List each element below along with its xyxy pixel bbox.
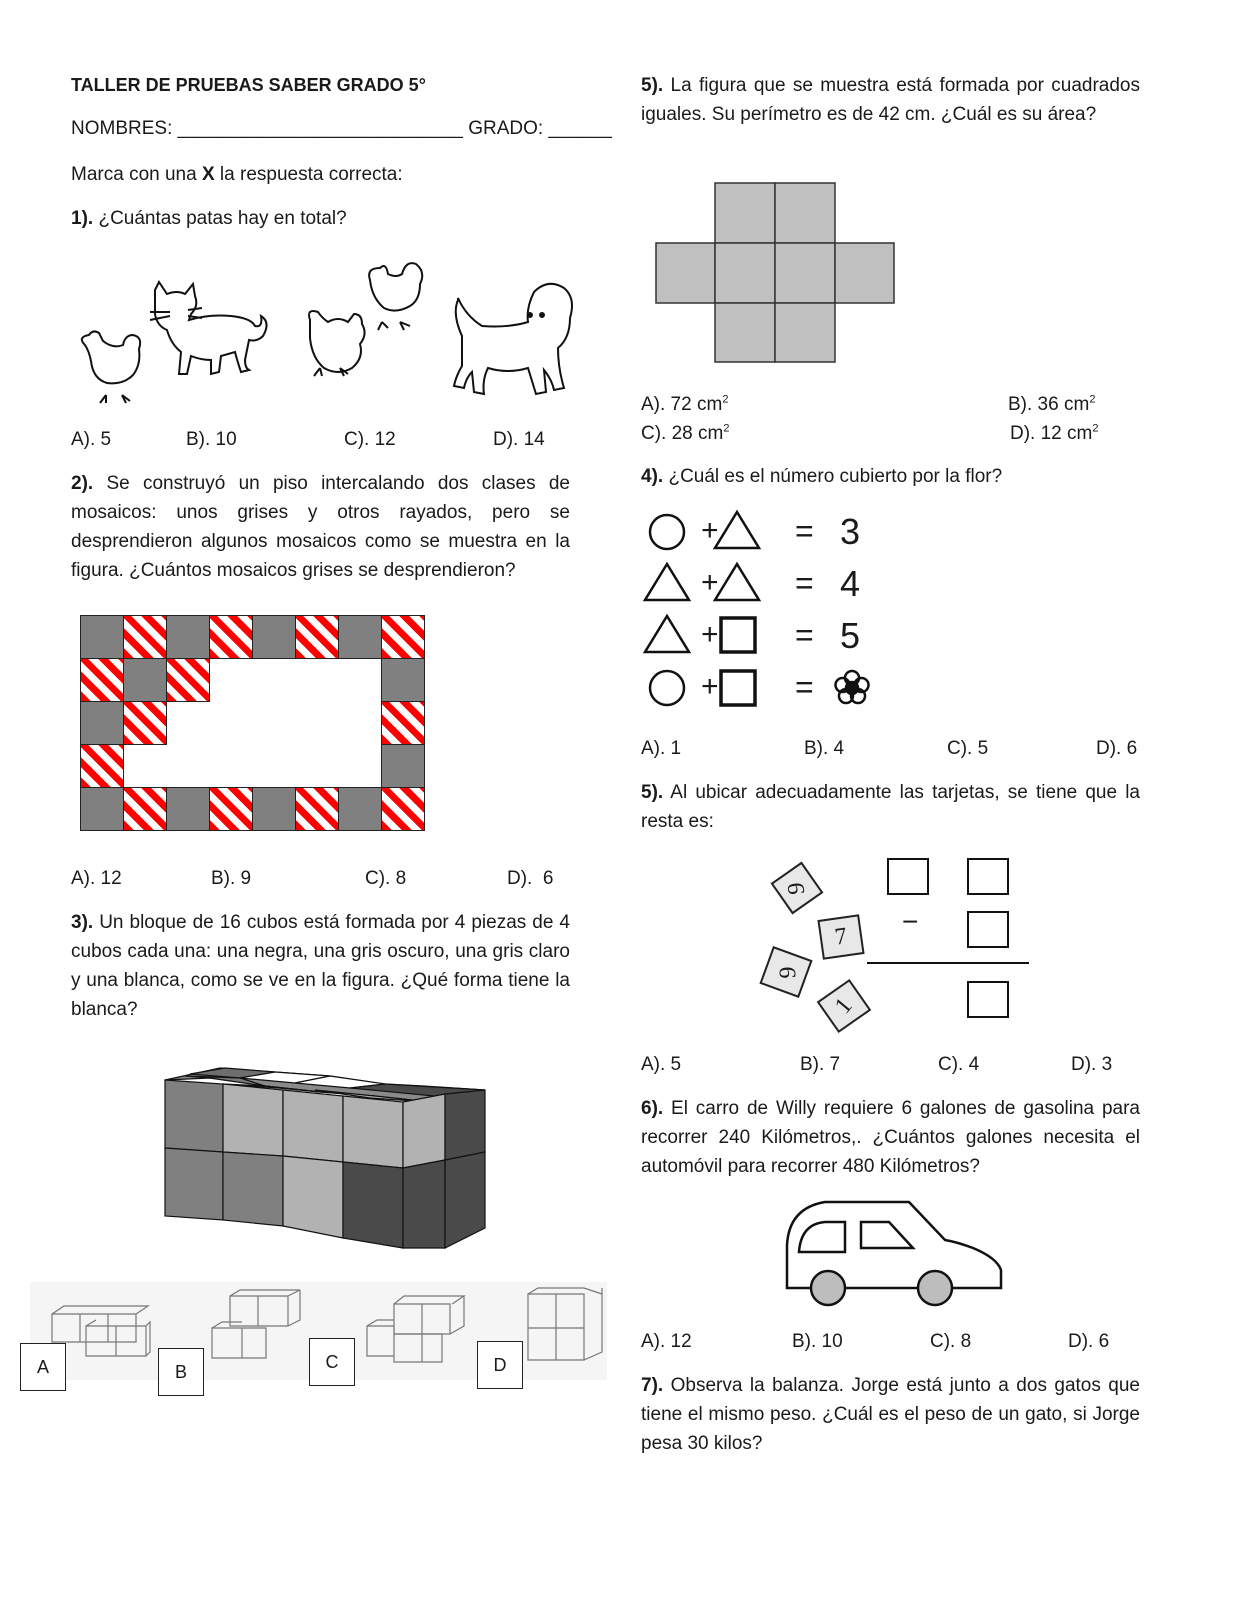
subtraction-cards-figure [760,855,1040,1030]
superscript: 2 [723,422,730,435]
option-b[interactable]: B). 9 [211,868,252,889]
number-card[interactable] [759,946,812,998]
number-card[interactable] [771,862,824,915]
equals-sign: = [795,513,814,549]
result-value: 5 [840,615,861,656]
gray-tile [381,658,425,702]
question-number: 3). [71,912,94,933]
option-c[interactable] [641,422,729,446]
striped-tile [209,615,253,659]
option-a[interactable]: A). 12 [71,868,122,889]
option-c[interactable]: C). 4 [938,1054,980,1075]
cat-icon [150,282,267,374]
equals-sign: = [795,617,814,653]
grade-label: GRADO: [468,118,544,139]
plus-sign: + [701,514,719,547]
wheel [811,1271,845,1305]
question-6 [641,1094,1140,1181]
subtraction-line [867,962,1029,964]
question-text: ¿Cuántas patas hay en total? [93,208,347,229]
question-7 [641,1371,1140,1458]
option-c[interactable]: C). 8 [930,1331,972,1352]
option-label: D). 12 cm [1010,423,1093,444]
gray-tile [381,744,425,788]
plus-sign: + [701,670,719,703]
question-2 [71,469,570,585]
dog-icon [454,284,572,394]
chicken-icon [309,311,365,376]
flower-icon [836,671,869,703]
gray-tile [80,701,124,745]
option-a[interactable]: A). 5 [641,1054,682,1075]
option-a[interactable]: A). 5 [71,429,112,450]
piece-d-icon [528,1288,602,1360]
option-d[interactable]: D). 6 [1096,738,1138,759]
choice-b-box[interactable] [158,1348,204,1396]
striped-tile [295,787,339,831]
triangle-icon [645,616,689,652]
square-icon [721,618,755,652]
question-1 [71,204,347,233]
option-d[interactable]: D). 6 [507,868,554,889]
question-number: 6). [641,1098,664,1119]
question-text: ¿Cuál es el número cubierto por la flor? [663,466,1003,487]
question-text: Se construyó un piso intercalando dos clases de mosaicos: unos grises y otros rayados, pero se desprendieron algunos mosaicos como se muestra en la figura. ¿Cuántos mosaicos grises se desprendieron? [71,473,570,581]
striped-tile [381,701,425,745]
card-digit: 9 [783,880,810,896]
question-text: Al ubicar adecuadamente las tarjetas, se tiene que la resta es: [641,782,1140,832]
option-b[interactable]: B). 10 [186,429,237,450]
triangle-icon [715,564,759,600]
instructions [71,160,403,189]
cube-block-figure [165,1048,485,1263]
circle-icon [650,515,684,549]
wheel [918,1271,952,1305]
striped-tile [80,658,124,702]
car-icon [785,1200,1005,1305]
striped-tile [295,615,339,659]
choice-a-box[interactable] [20,1343,66,1391]
cross-squares-figure [656,183,896,363]
option-c[interactable]: C). 12 [344,429,396,450]
gray-tile [166,615,210,659]
striped-tile [166,658,210,702]
instruction-mark: X [201,164,215,185]
striped-tile [381,615,425,659]
superscript: 2 [1089,393,1096,406]
question-number: 2). [71,473,94,494]
instruction-text: la respuesta correcta: [214,164,403,185]
shape-equations [645,508,885,713]
chicken-icon [82,331,140,403]
question-text: El carro de Willy requiere 6 galones de gasolina para recorrer 240 Kilómetros,. ¿Cuántos galones necesita el automóvil para recorrer 480 Kilómetros? [641,1098,1140,1177]
animals-illustration [70,250,580,410]
question-3 [71,908,570,1024]
question-number: 7). [641,1375,664,1396]
equals-sign: = [795,669,814,705]
gray-tile [338,787,382,831]
names-label: NOMBRES: [71,118,173,139]
number-card[interactable] [817,914,864,959]
choice-label: C [325,1351,339,1372]
triangle-icon [645,564,689,600]
minus-sign: − [902,906,919,937]
option-a[interactable]: A). 1 [641,738,682,759]
question-5-area [641,71,1140,129]
digit-slot[interactable] [967,981,1009,1018]
square-icon [721,671,755,705]
gray-tile [252,615,296,659]
piece-c-icon [367,1296,464,1362]
card-digit: 6 [773,966,800,978]
digit-slot[interactable] [967,858,1009,895]
striped-tile [80,744,124,788]
digit-slot[interactable] [967,911,1009,948]
result-value: 3 [840,511,861,552]
worksheet-title: TALLER DE PRUEBAS SABER GRADO 5° [71,75,426,95]
striped-tile [123,615,167,659]
choice-label: D [493,1354,507,1375]
superscript: 2 [1092,422,1099,435]
plus-sign: + [701,618,719,651]
gray-tile [252,787,296,831]
plus-sign: + [701,566,719,599]
equals-sign: = [795,565,814,601]
question-number: 5). [641,782,664,803]
gray-tile [123,658,167,702]
result-value: 4 [840,563,861,604]
choice-label: B [174,1361,187,1382]
option-c[interactable]: C). 5 [947,738,989,759]
piece-b-icon [212,1290,300,1358]
choice-d-box[interactable] [477,1341,523,1389]
card-digit: 7 [833,922,849,951]
option-b[interactable]: B). 10 [792,1331,843,1352]
student-info-line [71,114,612,143]
question-text: La figura que se muestra está formada por cuadrados iguales. Su perímetro es de 42 cm. ¿Cuál es su área? [641,75,1140,125]
instruction-text: Marca con una [71,164,202,185]
option-d[interactable]: D). 6 [1068,1331,1110,1352]
question-number: 1). [71,208,94,229]
grade-field[interactable]: ______ [548,118,612,139]
option-label: C). 28 cm [641,423,724,444]
option-a[interactable]: A). 12 [641,1331,692,1352]
gray-tile [166,787,210,831]
circle-icon [650,671,684,705]
mosaic-floor-figure [80,615,424,830]
striped-tile [209,787,253,831]
option-b[interactable] [1008,393,1095,417]
question-number: 4). [641,466,664,487]
option-c[interactable]: C). 8 [365,868,407,889]
option-b[interactable]: B). 7 [800,1054,841,1075]
question-number: 5). [641,75,664,96]
option-d[interactable]: D). 14 [493,429,545,450]
piece-a-icon [52,1306,150,1356]
option-label: A). 72 cm [641,394,723,415]
chicken-icon [369,263,422,330]
striped-tile [123,787,167,831]
striped-tile [123,701,167,745]
option-label: B). 36 cm [1008,394,1090,415]
question-4 [641,462,1002,491]
gray-tile [80,615,124,659]
triangle-icon [715,512,759,548]
option-d[interactable] [1010,422,1098,446]
option-d[interactable]: D). 3 [1071,1054,1113,1075]
option-a[interactable] [641,393,728,417]
superscript: 2 [722,393,729,406]
question-5-subtraction [641,778,1140,836]
option-b[interactable]: B). 4 [804,738,845,759]
number-card[interactable] [817,979,872,1033]
choice-label: A [36,1356,49,1377]
question-text: Observa la balanza. Jorge está junto a dos gatos que tiene el mismo peso. ¿Cuál es el peso de un gato, si Jorge pesa 30 kilos? [641,1375,1140,1454]
names-field[interactable]: ___________________________ [177,118,463,139]
gray-tile [80,787,124,831]
question-text: Un bloque de 16 cubos está formada por 4 piezas de 4 cubos cada una: una negra, una gris oscuro, una gris claro y una blanca, como se ve en la figura. ¿Qué forma tiene la blanca? [71,912,570,1020]
digit-slot[interactable] [887,858,929,895]
gray-tile [338,615,382,659]
choice-c-box[interactable] [309,1338,355,1386]
striped-tile [381,787,425,831]
card-digit: 1 [829,992,858,1019]
